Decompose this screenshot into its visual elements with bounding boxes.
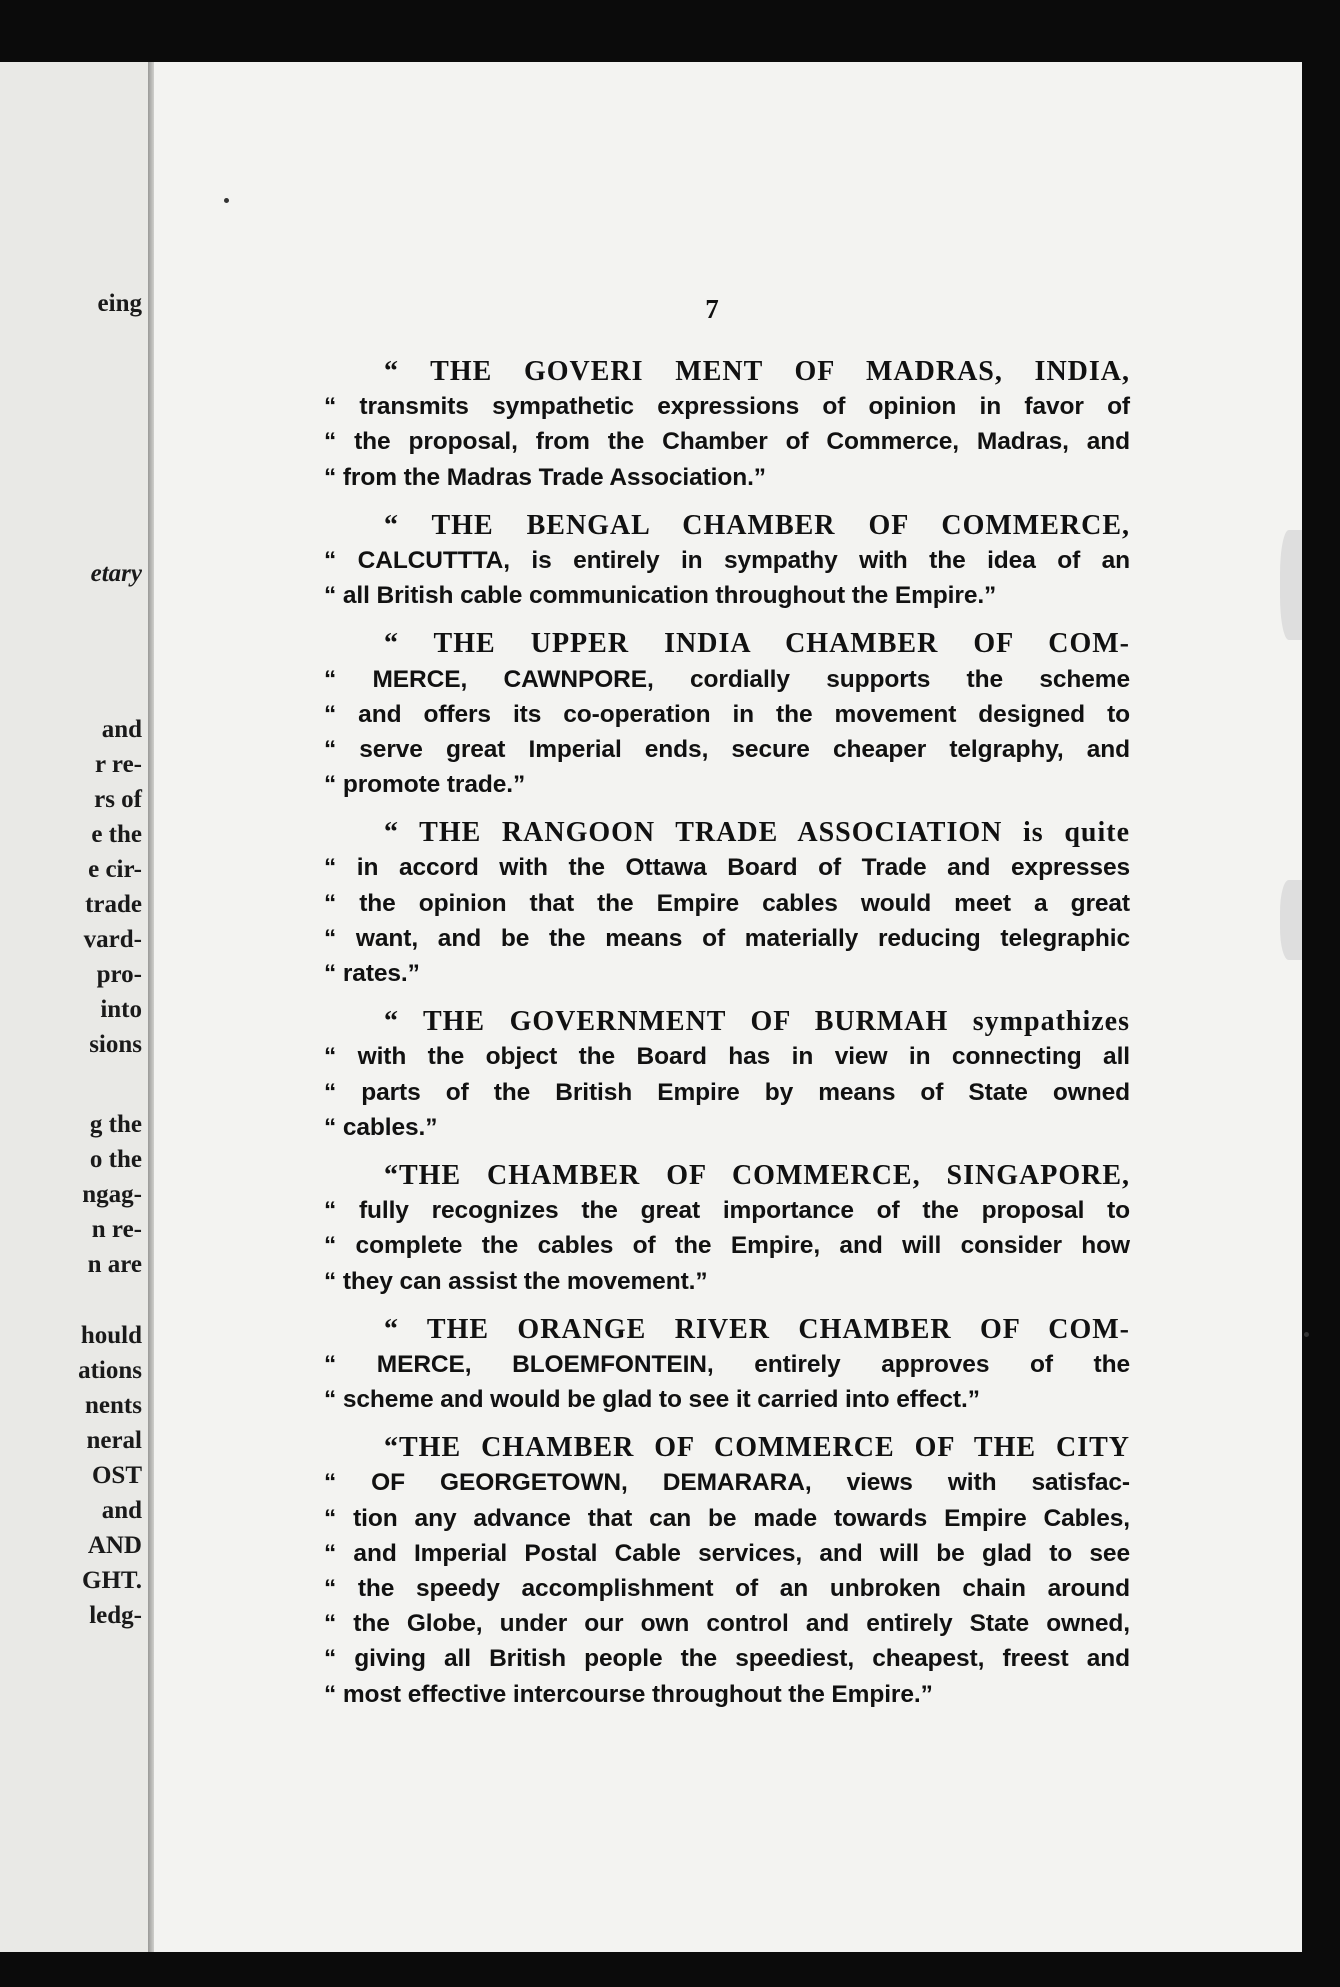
text-line: “ cables.” <box>324 1113 438 1141</box>
speck <box>1304 1332 1309 1337</box>
text-line: “ in accord with the Ottawa Board of Trade and expresses <box>324 854 1130 882</box>
left-page-fragment-line: eing <box>97 290 142 317</box>
left-page-fragment-line: OST <box>91 1462 142 1489</box>
left-page-fragment <box>0 62 148 1952</box>
text-line: “ the proposal, from the Chamber of Commerce, Madras, and <box>324 428 1130 456</box>
left-page-fragment-line: n re- <box>91 1216 142 1243</box>
left-page-fragment-line: sions <box>89 1031 142 1058</box>
text-line: “ MERCE, CAWNPORE, cordially supports the scheme <box>324 665 1130 693</box>
text-line: “ the Globe, under our own control and entirely State owned, <box>324 1610 1130 1638</box>
left-page-fragment-line: rs of <box>94 786 142 813</box>
left-page-fragment-line: AND <box>87 1532 142 1559</box>
paragraph <box>324 1312 1130 1418</box>
text-line: “ rates.” <box>324 960 420 987</box>
text-line: “ OF GEORGETOWN, DEMARARA, views with satisfac- <box>324 1469 1130 1497</box>
text-line: “ MERCE, BLOEMFONTEIN, entirely approves of the <box>324 1350 1130 1378</box>
text-line: “ fully recognizes the great importance of the proposal to <box>324 1197 1130 1225</box>
text-line: “ parts of the British Empire by means of State owned <box>324 1078 1130 1106</box>
left-page-fragment-line: ledg- <box>89 1602 142 1629</box>
left-page-fragment-line: into <box>100 996 142 1023</box>
left-page-fragment-line: ations <box>78 1357 142 1384</box>
left-page-fragment-line: r re- <box>95 751 142 778</box>
text-line: “ most effective intercourse throughout the Empire.” <box>324 1680 933 1708</box>
left-page-text-fragments <box>0 62 148 1952</box>
text-line: “ the opinion that the Empire cables would meet a great <box>324 889 1130 917</box>
left-page-fragment-line: GHT. <box>82 1567 142 1594</box>
paragraph <box>324 1158 1130 1299</box>
left-page-fragment-line: ngag- <box>82 1181 142 1208</box>
text-line: “ THE BENGAL CHAMBER OF COMMERCE, <box>384 509 1130 541</box>
left-page-fragment-line: vard- <box>83 926 142 953</box>
paragraph <box>324 1430 1130 1712</box>
left-page-fragment-line: o the <box>89 1146 142 1173</box>
text-line: “THE CHAMBER OF COMMERCE, SINGAPORE, <box>384 1159 1130 1191</box>
paragraph <box>324 626 1130 802</box>
left-page-fragment-line: etary <box>90 560 142 587</box>
left-page-fragment-line: e the <box>91 821 142 848</box>
paragraph <box>324 508 1130 614</box>
paragraph <box>324 354 1130 495</box>
text-line: “ THE GOVERNMENT OF BURMAH sympathizes <box>384 1006 1130 1038</box>
left-page-fragment-line: g the <box>89 1111 142 1138</box>
text-line: “ with the object the Board has in view in connecting all <box>324 1043 1130 1071</box>
page-number: 7 <box>705 294 719 324</box>
paragraph <box>324 1004 1130 1145</box>
left-page-fragment-line: trade <box>85 891 142 918</box>
text-line: “ the speedy accomplishment of an unbroken chain around <box>324 1575 1130 1602</box>
text-line: “ THE GOVERI MENT OF MADRAS, INDIA, <box>384 356 1130 387</box>
left-page-fragment-line: pro- <box>96 961 142 988</box>
left-page-fragment-line: nents <box>85 1392 142 1419</box>
text-line: “ want, and be the means of materially reducing telegraphic <box>324 924 1130 952</box>
text-line: “ serve great Imperial ends, secure cheaper telgraphy, and <box>324 735 1130 763</box>
page-edge-stain <box>1280 530 1302 640</box>
text-line: “ tion any advance that can be made towards Empire Cables, <box>324 1504 1130 1532</box>
left-page-fragment-line: n are <box>87 1251 142 1278</box>
text-line: “ complete the cables of the Empire, and will consider how <box>324 1232 1130 1260</box>
text-line: “ THE ORANGE RIVER CHAMBER OF COM- <box>384 1313 1130 1345</box>
left-page-fragment-line: and <box>101 1497 142 1524</box>
left-page-fragment-line: e cir- <box>88 856 142 883</box>
text-line: “THE CHAMBER OF COMMERCE OF THE CITY <box>384 1432 1130 1464</box>
text-line: “ THE UPPER INDIA CHAMBER OF COM- <box>384 628 1130 660</box>
page-edge-stain <box>1280 880 1302 960</box>
text-line: “ transmits sympathetic expressions of opinion in favor of <box>324 393 1130 421</box>
text-line: “ from the Madras Trade Association.” <box>324 463 766 491</box>
text-line: “ and Imperial Postal Cable services, and will be glad to see <box>324 1539 1130 1567</box>
left-page-fragment-line: and <box>101 716 142 743</box>
text-line: “ they can assist the movement.” <box>324 1267 708 1295</box>
right-page <box>154 62 1302 1952</box>
text-line: “ CALCUTTTA, is entirely in sympathy with the idea of an <box>324 546 1130 574</box>
text-line: “ giving all British people the speediest, cheapest, freest and <box>324 1645 1130 1673</box>
text-line: “ and offers its co-operation in the movement designed to <box>324 700 1130 728</box>
left-page-fragment-line: neral <box>86 1427 142 1454</box>
body-text <box>324 354 1130 1725</box>
left-page-fragment-line: hould <box>80 1322 142 1349</box>
text-line: “ THE RANGOON TRADE ASSOCIATION is quite <box>384 817 1130 849</box>
text-line: “ scheme and would be glad to see it carried into effect.” <box>324 1386 980 1414</box>
text-line: “ all British cable communication throughout the Empire.” <box>324 582 997 610</box>
speck <box>224 198 229 203</box>
text-line: “ promote trade.” <box>324 771 526 799</box>
paragraph <box>324 815 1130 991</box>
